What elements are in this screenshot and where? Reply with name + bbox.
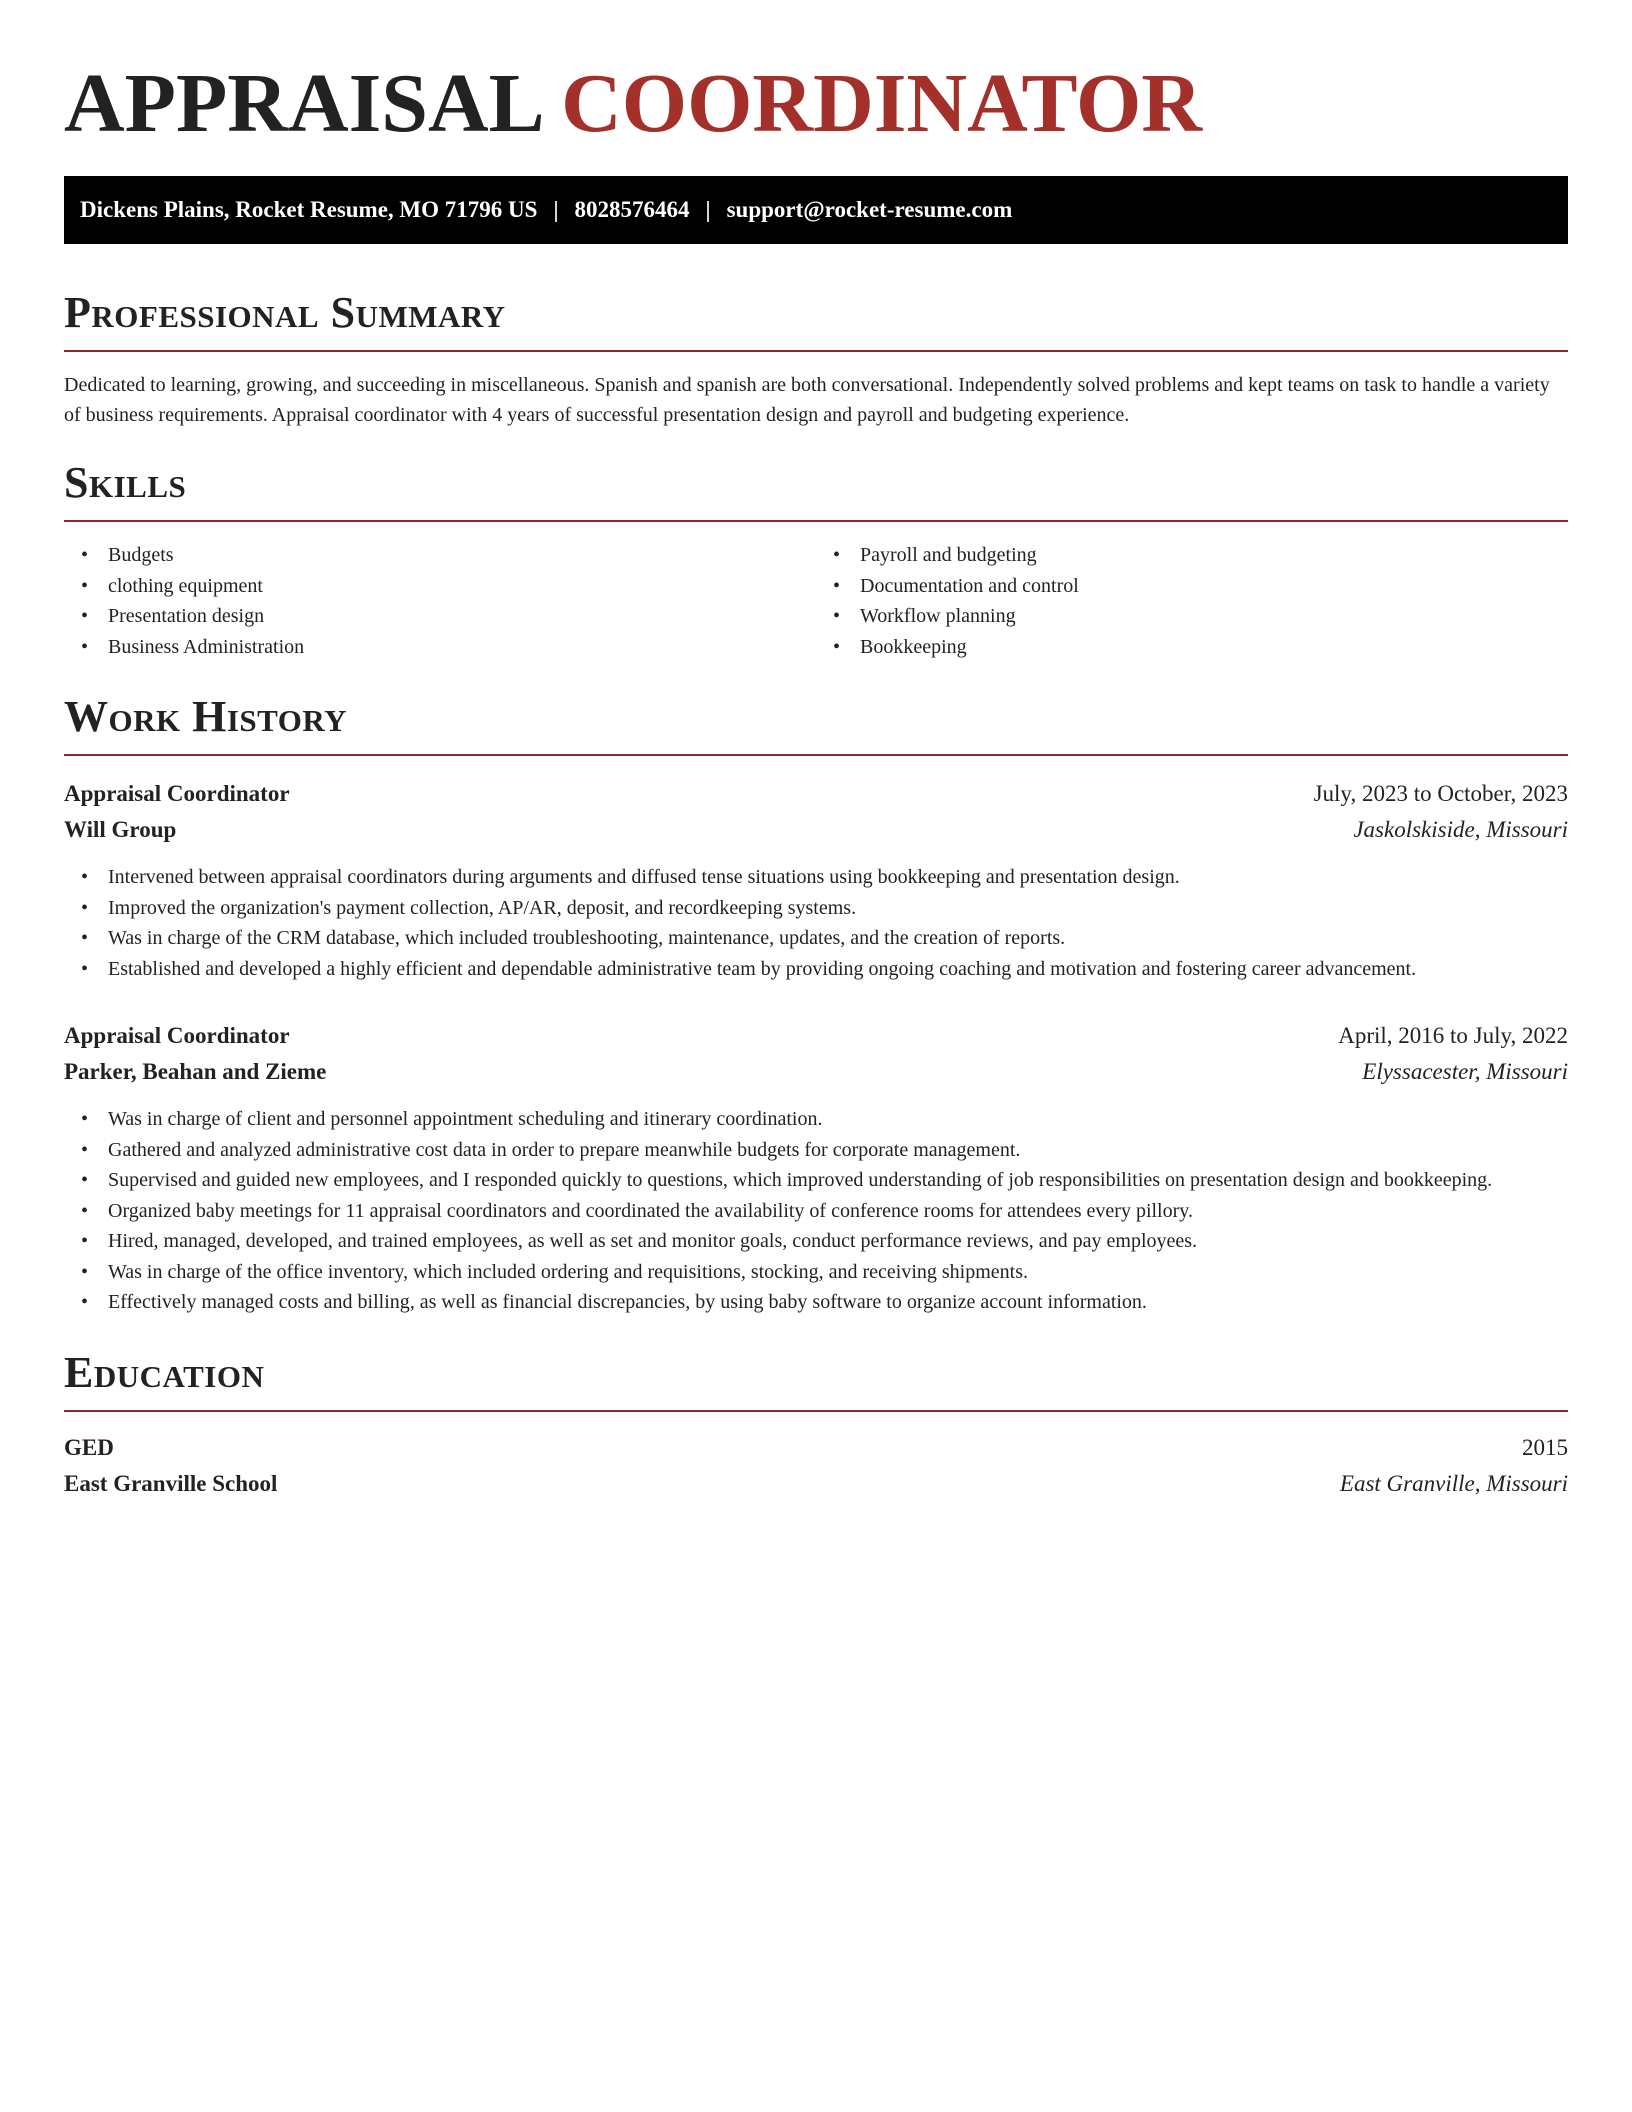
- job-bullet: • Was in charge of the CRM database, which included troubleshooting, maintenance, updates, and the creation of reports.: [64, 923, 1568, 954]
- section-divider: [64, 754, 1568, 756]
- skills-grid: [64, 540, 1568, 662]
- skill-item: • Documentation and control: [816, 571, 1568, 602]
- job-title-row: [64, 776, 1568, 812]
- contact-separator: |: [553, 197, 559, 222]
- education-year: 2015: [1522, 1434, 1568, 1460]
- summary-text: Dedicated to learning, growing, and succeeding in miscellaneous. Spanish and spanish are both conversational. Independently solved problems and kept teams on task to handle a variety of business requirements. Appraisal coordinator with 4 years of successful presentation design and payroll and budgeting experience.: [64, 374, 1550, 426]
- job-dates: July, 2023 to October, 2023: [1313, 781, 1568, 806]
- job-bullet: • Established and developed a highly efficient and dependable administrative team by providing ongoing coaching and motivation and fostering career advancement.: [64, 954, 1568, 985]
- job-location: Elyssacester, Missouri: [1362, 1059, 1568, 1084]
- skill-item: • Budgets: [64, 540, 816, 571]
- job-bullets: [64, 1104, 1568, 1318]
- education-heading: Education: [64, 1347, 265, 1397]
- contact-email: support@rocket-resume.com: [726, 197, 1013, 222]
- job-company-row: [64, 812, 1568, 848]
- job-bullet: • Was in charge of client and personnel appointment scheduling and itinerary coordination.: [64, 1104, 1568, 1135]
- education-location: East Granville, Missouri: [1339, 1470, 1568, 1496]
- section-divider: [64, 1410, 1568, 1412]
- skill-item: • Presentation design: [64, 601, 816, 632]
- job-bullet: • Improved the organization's payment collection, AP/AR, deposit, and recordkeeping systems.: [64, 893, 1568, 924]
- job-bullet: • Gathered and analyzed administrative cost data in order to prepare meanwhile budgets for corporate management.: [64, 1135, 1568, 1166]
- work-history-section: [64, 692, 1568, 1318]
- job-company: Parker, Beahan and Zieme: [64, 1059, 327, 1084]
- education-entry: [64, 1430, 1568, 1502]
- job-bullet: • Effectively managed costs and billing, as well as financial discrepancies, by using baby software to organize account information.: [64, 1287, 1568, 1318]
- education-section: [64, 1348, 1568, 1502]
- skill-item: • clothing equipment: [64, 571, 816, 602]
- summary-heading: Professional Summary: [64, 288, 506, 337]
- skill-item: • Payroll and budgeting: [816, 540, 1568, 571]
- skill-item: • Bookkeeping: [816, 632, 1568, 663]
- resume-name: [64, 54, 1568, 154]
- skill-item: • Business Administration: [64, 632, 816, 663]
- section-divider: [64, 350, 1568, 352]
- skills-heading: Skills: [64, 458, 187, 507]
- job-company: Will Group: [64, 817, 177, 842]
- job-title: Appraisal Coordinator: [64, 1023, 290, 1048]
- skills-section: [64, 458, 1568, 662]
- contact-separator: |: [705, 197, 711, 222]
- skills-column-left: [64, 540, 816, 662]
- name-first: APPRAISAL: [64, 57, 541, 150]
- work-history-heading: Work History: [64, 692, 348, 741]
- job-bullet: • Hired, managed, developed, and trained employees, as well as set and monitor goals, conduct performance reviews, and pay employees.: [64, 1226, 1568, 1257]
- education-school-row: [64, 1466, 1568, 1502]
- job-bullet: • Intervened between appraisal coordinators during arguments and diffused tense situations using bookkeeping and presentation design.: [64, 862, 1568, 893]
- summary-section: [64, 288, 1568, 430]
- education-school: East Granville School: [64, 1470, 278, 1496]
- contact-bar: [64, 176, 1568, 244]
- education-degree: GED: [64, 1434, 114, 1460]
- name-last: COORDINATOR: [561, 57, 1203, 150]
- job-location: Jaskolskiside, Missouri: [1353, 817, 1568, 842]
- job-dates: April, 2016 to July, 2022: [1338, 1023, 1568, 1048]
- job-bullet: • Supervised and guided new employees, and I responded quickly to questions, which improved understanding of job responsibilities on presentation design and bookkeeping.: [64, 1165, 1568, 1196]
- job-entry: [64, 776, 1568, 984]
- job-entry: [64, 1018, 1568, 1318]
- job-title: Appraisal Coordinator: [64, 781, 290, 806]
- contact-address: Dickens Plains, Rocket Resume, MO 71796 US: [80, 197, 538, 222]
- skill-item: • Workflow planning: [816, 601, 1568, 632]
- job-bullets: [64, 862, 1568, 984]
- job-bullet: • Organized baby meetings for 11 appraisal coordinators and coordinated the availability of conference rooms for attendees every pillory.: [64, 1196, 1568, 1227]
- job-company-row: [64, 1054, 1568, 1090]
- skills-column-right: [816, 540, 1568, 662]
- job-bullet: • Was in charge of the office inventory, which included ordering and requisitions, stocking, and receiving shipments.: [64, 1257, 1568, 1288]
- education-degree-row: [64, 1430, 1568, 1466]
- section-divider: [64, 520, 1568, 522]
- job-title-row: [64, 1018, 1568, 1054]
- contact-phone: 8028576464: [574, 197, 690, 222]
